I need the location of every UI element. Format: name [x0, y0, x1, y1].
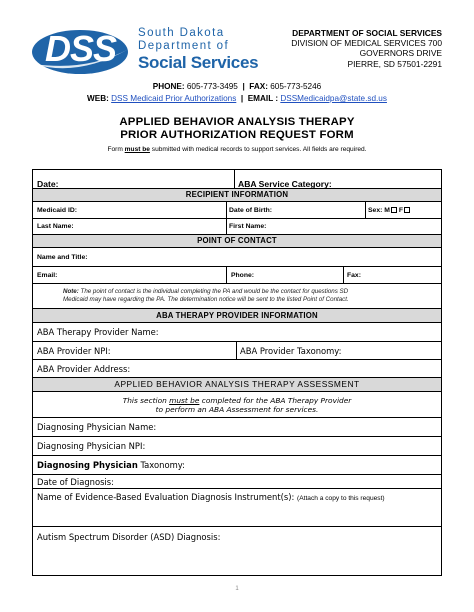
diag-physician-name-label: Diagnosing Physician Name: [37, 422, 157, 432]
assessment-note-pre: This section [122, 396, 167, 405]
asd-diagnosis-label: Autism Spectrum Disorder (ASD) Diagnosis: [37, 532, 221, 542]
ebe-instrument-label: Name of Evidence-Based Evaluation Diagnosis Instrument(s): [37, 492, 295, 502]
note-label: Note: [63, 288, 79, 295]
logo-line-social-services: Social Services [138, 53, 259, 72]
ebe-instrument-field[interactable] [37, 492, 437, 529]
row-assessment-note [33, 392, 441, 418]
row-diag-physician-npi [33, 437, 441, 456]
subtitle-must: must be [124, 146, 150, 153]
page-number: 1 [235, 586, 239, 592]
agency-street: GOVERNORS DRIVE [359, 48, 442, 59]
provider-address-label: ABA Provider Address: [37, 364, 131, 374]
row-note [33, 284, 441, 309]
diag-physician-npi-label: Diagnosing Physician NPI: [37, 441, 146, 451]
provider-information-header: ABA THERAPY PROVIDER INFORMATION [33, 309, 441, 323]
diag-physician-taxonomy-rest: Taxonomy: [140, 460, 185, 470]
subtitle-pre: Form [107, 146, 123, 153]
name-title-label: Name and Title: [37, 254, 88, 261]
logo-line-state: South Dakota [138, 27, 225, 39]
phone-value: 605-773-3495 [186, 82, 238, 91]
note-line1: The point of contact is the individual completing the PA and would be the contact for questions SD [80, 288, 349, 295]
sex-label: Sex: [368, 207, 383, 214]
phone-label: PHONE: [152, 82, 185, 91]
row-email-phone-fax [33, 267, 441, 284]
row-name-title [33, 248, 441, 267]
agency-address [291, 28, 442, 69]
row-ebe-instrument [33, 489, 441, 527]
logo-line-department: Department of [138, 40, 230, 52]
diag-physician-taxonomy-bold: Diagnosing Physician [37, 460, 138, 470]
separator: | [240, 94, 244, 103]
form-title-line2: PRIOR AUTHORIZATION REQUEST FORM [120, 129, 354, 141]
assessment-header: APPLIED BEHAVIOR ANALYSIS THERAPY ASSESSMENT [33, 378, 441, 392]
subtitle-post: submitted with medical records to support services. All fields are required. [151, 146, 367, 153]
date-label: Date: [37, 179, 59, 189]
recipient-information-header: RECIPIENT INFORMATION [33, 189, 441, 202]
poc-email-label: Email: [37, 272, 58, 279]
form-subtitle [0, 146, 474, 153]
provider-taxonomy-label: ABA Provider Taxonomy: [240, 346, 342, 356]
prior-authorization-form [32, 169, 442, 576]
date-of-diagnosis-label: Date of Diagnosis: [37, 477, 114, 487]
row-names [33, 219, 441, 235]
sex-f-label: F [398, 207, 403, 214]
assessment-note-post: completed for the ABA Therapy Provider [201, 396, 352, 405]
row-provider-name [33, 323, 441, 342]
medicaid-id-label: Medicaid ID: [37, 207, 78, 214]
agency-division: DIVISION OF MEDICAL SERVICES 700 [291, 38, 442, 49]
row-date-category [33, 170, 441, 189]
assessment-note-must: must be [169, 396, 200, 405]
row-diag-physician-taxonomy [33, 456, 441, 475]
row-medicaid-dob-sex [33, 202, 441, 219]
agency-name: DEPARTMENT OF SOCIAL SERVICES [292, 28, 442, 38]
note-line2: Medicaid may have regarding the PA. The determination notice will be sent to the listed Point of Contact. [63, 296, 349, 303]
web-label: WEB: [87, 94, 109, 103]
dss-logo [30, 26, 275, 76]
ebe-instrument-hint: (Attach a copy to this request) [297, 495, 385, 502]
sex-m-checkbox[interactable] [391, 207, 397, 213]
provider-npi-label: ABA Provider NPI: [37, 346, 111, 356]
form-title-line1: APPLIED BEHAVIOR ANALYSIS THERAPY [119, 116, 355, 128]
date-of-birth-label: Date of Birth: [229, 207, 273, 214]
contact-web-email [0, 94, 474, 103]
sex-m-label: M [384, 207, 390, 214]
row-asd-diagnosis [33, 527, 441, 575]
fax-label: FAX: [249, 82, 268, 91]
poc-fax-label: Fax: [347, 272, 361, 279]
logo-mark-text: DSS [45, 28, 117, 69]
row-diag-physician-name [33, 418, 441, 437]
web-link[interactable]: DSS Medicaid Prior Authorizations [111, 94, 237, 103]
agency-city: PIERRE, SD 57501-2291 [347, 58, 442, 69]
row-date-of-diagnosis [33, 475, 441, 489]
last-name-label: Last Name: [37, 223, 74, 230]
fax-value: 605-773-5246 [270, 82, 322, 91]
contact-phone-fax [0, 82, 474, 91]
email-link[interactable]: DSSMedicaidpa@state.sd.us [280, 94, 387, 103]
sex-f-checkbox[interactable] [404, 207, 410, 213]
first-name-label: First Name: [229, 223, 267, 230]
asd-diagnosis-field[interactable] [37, 532, 220, 580]
provider-name-label: ABA Therapy Provider Name: [37, 327, 159, 337]
row-provider-npi-taxonomy [33, 342, 441, 360]
email-label: EMAIL : [247, 94, 279, 103]
row-provider-address [33, 360, 441, 378]
aba-service-category-label: ABA Service Category: [238, 179, 332, 189]
assessment-note-line2: to perform an ABA Assessment for services. [155, 405, 319, 414]
separator: | [242, 82, 245, 91]
point-of-contact-header: POINT OF CONTACT [33, 235, 441, 248]
poc-phone-label: Phone: [231, 272, 255, 279]
